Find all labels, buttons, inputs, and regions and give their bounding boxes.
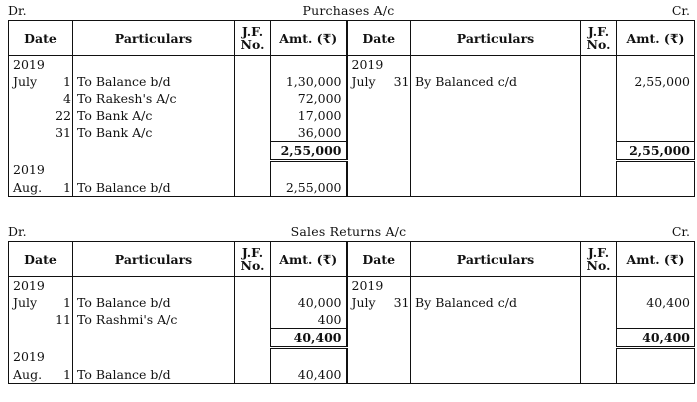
header-row <box>9 242 695 277</box>
particulars-cell <box>73 277 235 295</box>
header-row <box>9 21 695 56</box>
date-cell <box>347 124 411 142</box>
jf-cell <box>581 311 617 329</box>
particulars-cell: To Rakesh's A/c <box>73 90 235 107</box>
table-row <box>9 294 695 311</box>
particulars-cell <box>73 348 235 367</box>
particulars-cell <box>411 124 581 142</box>
jf-cell <box>581 366 617 384</box>
debit-label: Dr. <box>8 224 27 239</box>
amount-cell <box>617 179 695 197</box>
ledger-title-row <box>0 0 697 20</box>
header-jf: J.F. No. <box>581 21 617 56</box>
amount-cell <box>617 56 695 74</box>
particulars-cell <box>73 56 235 74</box>
ledger-title: Purchases A/c <box>302 3 395 18</box>
date-cell: 11 <box>9 311 73 329</box>
header-particulars: Particulars <box>411 242 581 277</box>
header-date: Date <box>347 21 411 56</box>
date-cell <box>347 107 411 124</box>
jf-cell <box>581 179 617 197</box>
date-cell: July 31 <box>347 294 411 311</box>
total-amount: 40,400 <box>271 329 347 348</box>
amount-cell: 1,30,000 <box>271 73 347 90</box>
amount-cell: 40,000 <box>271 294 347 311</box>
jf-cell <box>235 366 271 384</box>
date-cell: 2019 <box>9 161 73 180</box>
ledger-table <box>8 20 695 197</box>
amount-cell <box>617 107 695 124</box>
table-row <box>9 277 695 295</box>
amount-cell <box>271 348 347 367</box>
date-cell: 31 <box>9 124 73 142</box>
date-cell <box>347 348 411 367</box>
header-amount: Amt. (₹) <box>617 242 695 277</box>
particulars-cell <box>411 56 581 74</box>
jf-cell <box>235 277 271 295</box>
table-row <box>9 90 695 107</box>
amount-cell <box>617 348 695 367</box>
amount-cell <box>617 311 695 329</box>
jf-cell <box>581 124 617 142</box>
purchases-ledger <box>0 0 697 197</box>
particulars-cell <box>411 107 581 124</box>
amount-cell <box>271 161 347 180</box>
jf-cell <box>235 142 271 161</box>
total-amount: 2,55,000 <box>617 142 695 161</box>
particulars-cell <box>73 161 235 180</box>
date-cell <box>347 366 411 384</box>
table-row <box>9 161 695 180</box>
date-cell: July 1 <box>9 294 73 311</box>
particulars-cell <box>411 90 581 107</box>
header-amount: Amt. (₹) <box>617 21 695 56</box>
table-row <box>9 124 695 142</box>
particulars-cell: To Balance b/d <box>73 179 235 197</box>
jf-cell <box>581 107 617 124</box>
amount-cell: 17,000 <box>271 107 347 124</box>
amount-cell: 2,55,000 <box>271 179 347 197</box>
header-date: Date <box>347 242 411 277</box>
amount-cell: 400 <box>271 311 347 329</box>
date-cell <box>347 311 411 329</box>
header-amount: Amt. (₹) <box>271 242 347 277</box>
date-cell: 2019 <box>9 348 73 367</box>
particulars-cell: By Balanced c/d <box>411 294 581 311</box>
header-jf: J.F. No. <box>581 242 617 277</box>
amount-cell: 40,400 <box>271 366 347 384</box>
ledger-title: Sales Returns A/c <box>290 224 407 239</box>
jf-cell <box>235 124 271 142</box>
amount-cell: 72,000 <box>271 90 347 107</box>
jf-cell <box>235 179 271 197</box>
jf-cell <box>235 56 271 74</box>
jf-cell <box>235 311 271 329</box>
table-row <box>9 311 695 329</box>
amount-cell <box>617 366 695 384</box>
date-cell <box>9 329 73 348</box>
jf-cell <box>235 348 271 367</box>
particulars-cell: To Balance b/d <box>73 294 235 311</box>
table-row <box>9 366 695 384</box>
jf-cell <box>235 329 271 348</box>
amount-cell: 40,400 <box>617 294 695 311</box>
debit-label: Dr. <box>8 3 27 18</box>
total-amount: 2,55,000 <box>271 142 347 161</box>
date-cell <box>347 90 411 107</box>
particulars-cell <box>411 161 581 180</box>
amount-cell <box>271 56 347 74</box>
jf-cell <box>235 107 271 124</box>
date-cell <box>347 179 411 197</box>
header-date: Date <box>9 21 73 56</box>
date-cell: Aug. 1 <box>9 366 73 384</box>
amount-cell <box>271 277 347 295</box>
jf-cell <box>581 56 617 74</box>
particulars-cell <box>411 277 581 295</box>
date-cell <box>347 142 411 161</box>
table-row <box>9 107 695 124</box>
sales-returns-ledger <box>0 221 697 384</box>
particulars-cell <box>73 329 235 348</box>
amount-cell: 2,55,000 <box>617 73 695 90</box>
jf-cell <box>581 329 617 348</box>
date-cell: 2019 <box>9 56 73 74</box>
amount-cell <box>617 90 695 107</box>
particulars-cell: By Balanced c/d <box>411 73 581 90</box>
date-cell <box>347 161 411 180</box>
total-amount: 40,400 <box>617 329 695 348</box>
jf-cell <box>581 348 617 367</box>
jf-cell <box>581 90 617 107</box>
ledger-title-row <box>0 221 697 241</box>
particulars-cell: To Bank A/c <box>73 107 235 124</box>
date-cell <box>347 329 411 348</box>
header-particulars: Particulars <box>73 242 235 277</box>
header-particulars: Particulars <box>73 21 235 56</box>
header-amount: Amt. (₹) <box>271 21 347 56</box>
amount-cell <box>617 161 695 180</box>
header-jf: J.F. No. <box>235 21 271 56</box>
particulars-cell <box>411 348 581 367</box>
particulars-cell: To Balance b/d <box>73 73 235 90</box>
particulars-cell <box>411 142 581 161</box>
jf-cell <box>581 73 617 90</box>
particulars-cell: To Bank A/c <box>73 124 235 142</box>
credit-label: Cr. <box>671 3 690 18</box>
date-cell: Aug. 1 <box>9 179 73 197</box>
jf-cell <box>235 90 271 107</box>
jf-cell <box>581 277 617 295</box>
table-row <box>9 179 695 197</box>
jf-cell <box>235 294 271 311</box>
date-cell: 2019 <box>347 56 411 74</box>
date-cell <box>9 142 73 161</box>
total-row <box>9 329 695 348</box>
particulars-cell <box>411 366 581 384</box>
jf-cell <box>235 73 271 90</box>
particulars-cell <box>411 179 581 197</box>
total-row <box>9 142 695 161</box>
particulars-cell <box>73 142 235 161</box>
date-cell: 22 <box>9 107 73 124</box>
header-date: Date <box>9 242 73 277</box>
jf-cell <box>581 294 617 311</box>
particulars-cell <box>411 329 581 348</box>
date-cell: 4 <box>9 90 73 107</box>
jf-cell <box>581 142 617 161</box>
table-row <box>9 73 695 90</box>
ledger-table <box>8 241 695 384</box>
amount-cell <box>617 277 695 295</box>
header-particulars: Particulars <box>411 21 581 56</box>
particulars-cell: To Rashmi's A/c <box>73 311 235 329</box>
table-row <box>9 348 695 367</box>
jf-cell <box>235 161 271 180</box>
jf-cell <box>581 161 617 180</box>
date-cell: 2019 <box>9 277 73 295</box>
header-jf: J.F. No. <box>235 242 271 277</box>
date-cell: July 1 <box>9 73 73 90</box>
date-cell: July 31 <box>347 73 411 90</box>
table-row <box>9 56 695 74</box>
amount-cell <box>617 124 695 142</box>
date-cell: 2019 <box>347 277 411 295</box>
particulars-cell <box>411 311 581 329</box>
credit-label: Cr. <box>671 224 690 239</box>
amount-cell: 36,000 <box>271 124 347 142</box>
particulars-cell: To Balance b/d <box>73 366 235 384</box>
